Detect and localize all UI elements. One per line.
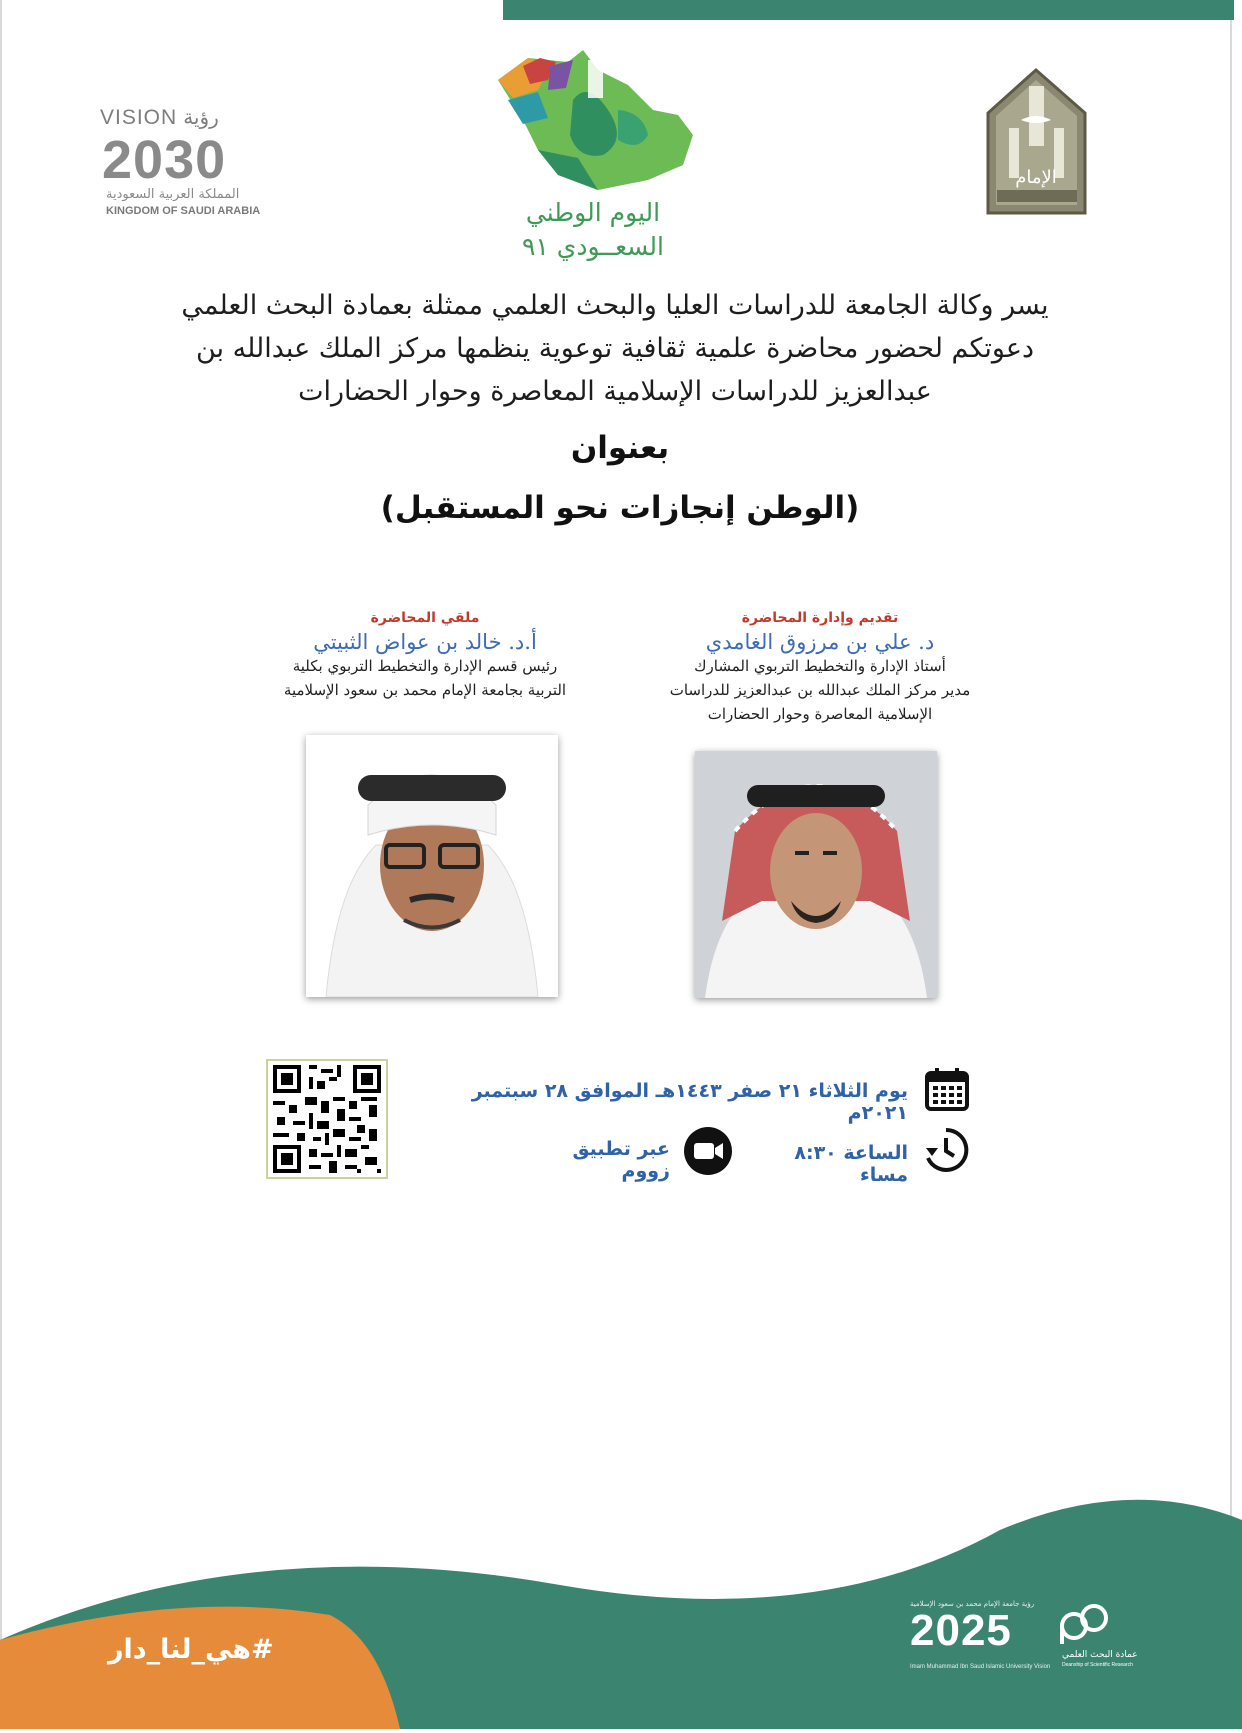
calendar-icon xyxy=(924,1066,970,1112)
moderator-info xyxy=(620,610,1020,725)
event-platform: عبر تطبيق زووم xyxy=(572,1138,670,1182)
saudi-map-icon xyxy=(478,40,718,200)
page-border-right xyxy=(1230,0,1232,1729)
qr-code-icon xyxy=(268,1061,386,1177)
lecture-title: (الوطن إنجازات نحو المستقبل) xyxy=(380,490,860,526)
vision-country-en: KINGDOM OF SAUDI ARABIA xyxy=(106,205,261,217)
deanship-caption-ar: رؤية جامعة الإمام محمد بن سعود الإسلامية xyxy=(910,1600,1035,1608)
deanship-name-en: Deanship of Scientific Research xyxy=(1062,1662,1133,1668)
vision-2030-logo xyxy=(100,105,280,220)
lecturer-portrait-icon xyxy=(306,735,558,997)
national-day-line2: السعــودي ٩١ xyxy=(522,232,664,261)
vision-year: 2030 xyxy=(102,130,227,190)
deanship-caption-en: Imam Muhammad Ibn Saud Islamic University Vision xyxy=(910,1664,1051,1670)
vision-country-ar: المملكة العربية السعودية xyxy=(106,187,240,202)
deanship-logo xyxy=(910,1600,1170,1700)
moderator-name: د. علي بن مرزوق الغامدي xyxy=(705,630,935,654)
vision-ar: رؤية xyxy=(183,105,219,129)
national-day-logo xyxy=(478,40,718,270)
lecturer-name: أ.د. خالد بن عواض الثبيتي xyxy=(313,630,537,654)
lecturer-photo xyxy=(306,735,558,997)
event-time: الساعة ٨:٣٠ مساء xyxy=(794,1142,908,1186)
lecturer-role: ملقي المحاضرة xyxy=(370,610,480,626)
invitation-text xyxy=(150,284,1080,414)
national-day-line1: اليوم الوطني xyxy=(525,198,661,227)
footer-hashtag: #هي_لنا_دار xyxy=(108,1634,274,1665)
deanship-name-ar: عمادة البحث العلمي xyxy=(1062,1650,1138,1660)
deanship-emblem-icon xyxy=(1058,1600,1118,1650)
qr-code[interactable] xyxy=(268,1061,386,1177)
vision-en: VISION xyxy=(100,106,178,129)
moderator-desc-1: أستاذ الإدارة والتخطيط التربوي المشارك xyxy=(694,657,946,675)
top-accent-bar xyxy=(503,0,1234,20)
invitation-line-2: دعوتكم لحضور محاضرة علمية ثقافية توعوية ينظمها مركز الملك عبدالله بن xyxy=(195,333,1035,365)
moderator-role: تقديم وإدارة المحاضرة xyxy=(741,610,899,626)
invitation-line-3: عبدالعزيز للدراسات الإسلامية المعاصرة وحوار الحضارات xyxy=(298,376,932,408)
deanship-year: 2025 xyxy=(910,1606,1012,1655)
event-date: يوم الثلاثاء ٢١ صفر ١٤٤٣هـ الموافق ٢٨ سبتمبر ٢٠٢١م xyxy=(471,1080,908,1124)
invitation-line-1: يسر وكالة الجامعة للدراسات العليا والبحث العلمي ممثلة بعمادة البحث العلمي xyxy=(181,290,1049,321)
moderator-portrait-icon xyxy=(695,751,937,998)
lecturer-desc-2: التربية بجامعة الإمام محمد بن سعود الإسلامية xyxy=(283,680,567,699)
lecturer-desc-1: رئيس قسم الإدارة والتخطيط التربوي بكلية xyxy=(292,657,558,675)
lecture-heading: بعنوان xyxy=(570,430,670,466)
university-seal-icon xyxy=(985,68,1088,215)
moderator-desc-2: مدير مركز الملك عبدالله بن عبدالعزيز للدراسات xyxy=(669,680,971,699)
moderator-photo xyxy=(695,751,937,998)
moderator-desc-3: الإسلامية المعاصرة وحوار الحضارات xyxy=(707,704,933,723)
zoom-camera-icon[interactable] xyxy=(683,1126,733,1176)
page-border-left xyxy=(0,0,2,1729)
imam-university-seal xyxy=(985,68,1088,215)
svg-text:الإمام: الإمام xyxy=(1015,167,1057,188)
lecturer-info xyxy=(255,610,595,702)
clock-icon xyxy=(922,1126,970,1174)
